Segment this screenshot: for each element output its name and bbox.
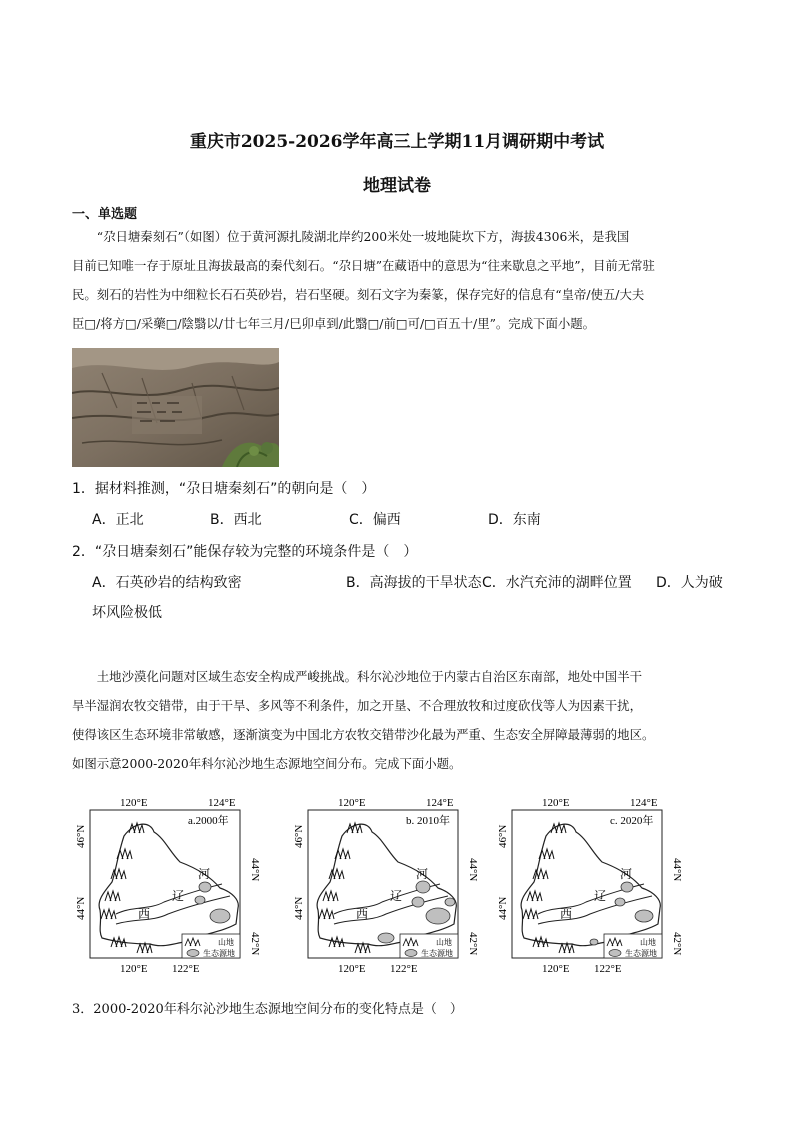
ecological-source-patch	[621, 882, 633, 892]
legend-source-label: 生态源地	[203, 949, 235, 958]
legend-mountain-label: 山地	[640, 938, 656, 947]
lon-label-top-right: 124°E	[426, 797, 454, 809]
ecological-source-patch	[590, 939, 598, 945]
lon-label-top-right: 124°E	[630, 797, 658, 809]
lat-label-left-bottom: 44°N	[75, 896, 87, 920]
passage-2	[72, 662, 724, 778]
page-title: 重庆市2025-2026学年高三上学期11月调研期中考试	[189, 132, 605, 152]
legend-source-label: 生态源地	[421, 949, 453, 958]
question-3-stem: 3．2000-2020年科尔沁沙地生态源地空间分布的变化特点是（ ）	[72, 1002, 463, 1017]
q2-option-c[interactable]: C．水汽充沛的湖畔位置	[482, 575, 632, 591]
q2-option-b[interactable]: B．高海拔的干旱状态	[346, 575, 482, 591]
mountain-symbol	[101, 909, 116, 919]
mountain-symbol	[523, 909, 538, 919]
river-name-char: 河	[416, 867, 429, 881]
legend-mountain-label: 山地	[218, 938, 234, 947]
lon-label-bottom-right: 122°E	[594, 963, 622, 975]
river-name-char: 河	[198, 867, 211, 881]
lon-label-bottom-right: 122°E	[390, 963, 418, 975]
lat-label-right-bottom: 42°N	[671, 932, 683, 956]
rock-inscription-photo	[72, 348, 279, 467]
ecological-source-patch	[412, 897, 424, 907]
lat-label-left-top: 46°N	[75, 824, 87, 848]
lon-label-top-left: 120°E	[542, 797, 570, 809]
mountain-symbol	[323, 891, 338, 901]
ecological-source-patch	[615, 898, 625, 906]
q2-option-a[interactable]: A．石英砂岩的结构致密	[92, 575, 242, 591]
page-subtitle: 地理试卷	[363, 176, 431, 196]
legend-source-icon	[405, 950, 417, 957]
river-name-char: 河	[620, 867, 633, 881]
lon-label-top-left: 120°E	[338, 797, 366, 809]
passage-2-line: 如图示意2000-2020年科尔沁沙地生态源地空间分布。完成下面小题。	[72, 756, 462, 771]
passage-1-line: 臣□/将方□/采藥□/陰翳以/廿七年三月/巳卯卓到/此翳□/前□可/□百五十/里”。完成下面小题。	[72, 316, 596, 331]
mountain-symbol	[527, 891, 542, 901]
ecological-source-patch	[199, 882, 211, 892]
q1-option-b[interactable]: B．西北	[210, 512, 262, 528]
q1-option-d[interactable]: D．东南	[488, 512, 541, 528]
lon-label-top-right: 124°E	[208, 797, 236, 809]
legend-source-icon	[609, 950, 621, 957]
map-panel-label: a.2000年	[188, 815, 229, 827]
river-name-char: 西	[560, 907, 573, 921]
legend-source-icon	[187, 950, 199, 957]
passage-2-line: 旱半湿润农牧交错带，由于干旱、多风等不利条件，加之开垦、不合理放牧和过度砍伐等人为因素干扰，	[72, 698, 642, 713]
q2-option-d[interactable]: D．人为破	[656, 575, 723, 591]
mountain-symbol	[355, 943, 370, 953]
section-heading: 一、单选题	[72, 207, 138, 222]
river-name-char: 西	[356, 907, 369, 921]
map-panel-label: c. 2020年	[610, 815, 654, 827]
passage-2-line: 土地沙漠化问题对区域生态安全构成严峻挑战。科尔沁沙地位于内蒙古自治区东南部，地处中国半干	[96, 669, 642, 684]
ecological-source-patch	[416, 881, 430, 893]
lat-label-left-bottom: 44°N	[293, 896, 305, 920]
legend-source-label: 生态源地	[625, 949, 657, 958]
passage-1-line: “尕日塘秦刻石”（如图）位于黄河源扎陵湖北岸约200米处一坡地陡坎下方，海拔4306米，是我国	[96, 229, 630, 244]
lat-label-left-bottom: 44°N	[497, 896, 509, 920]
mountain-symbol	[137, 943, 152, 953]
question-1-stem: 1．据材料推测，“尕日塘秦刻石”的朝向是（ ）	[72, 481, 376, 497]
question-2-stem: 2．“尕日塘秦刻石”能保存较为完整的环境条件是（ ）	[72, 544, 418, 560]
map-panel-2000	[72, 792, 262, 978]
legend-mountain-label: 山地	[436, 938, 452, 947]
lon-label-bottom-left: 120°E	[120, 963, 148, 975]
q1-option-c[interactable]: C．偏西	[349, 512, 401, 528]
q1-option-a[interactable]: A．正北	[92, 512, 144, 528]
ecological-source-patch	[445, 898, 455, 906]
river-name-char: 辽	[594, 889, 607, 903]
ecological-source-patch	[378, 933, 394, 943]
lon-label-bottom-left: 120°E	[338, 963, 366, 975]
mountain-symbol	[105, 891, 120, 901]
lat-label-right-top: 44°N	[467, 858, 479, 882]
lat-label-left-top: 46°N	[293, 824, 305, 848]
passage-1	[72, 222, 724, 338]
map-panel-2010	[290, 792, 480, 978]
lon-label-top-left: 120°E	[120, 797, 148, 809]
map-panel-label: b. 2010年	[406, 815, 450, 827]
mountain-symbol	[319, 909, 334, 919]
mountain-symbol	[559, 943, 574, 953]
lat-label-right-bottom: 42°N	[467, 932, 479, 956]
passage-2-line: 使得该区生态环境非常敏感，逐渐演变为中国北方农牧交错带沙化最为严重、生态安全屏障最薄弱的地区。	[72, 727, 655, 742]
passage-1-line: 民。刻石的岩性为中细粒长石石英砂岩，岩石坚硬。刻石文字为秦篆，保存完好的信息有“皇帝/使五/大夫	[72, 287, 645, 302]
lat-label-right-top: 44°N	[249, 858, 261, 882]
lat-label-right-top: 44°N	[671, 858, 683, 882]
ecological-source-patch	[635, 910, 653, 922]
map-panel-2020	[494, 792, 684, 978]
ecological-source-patch	[195, 896, 205, 904]
ecological-source-patch	[210, 909, 230, 923]
lon-label-bottom-left: 120°E	[542, 963, 570, 975]
q2-option-d-wrap: 坏风险极低	[92, 605, 162, 621]
river-name-char: 辽	[390, 889, 403, 903]
river-name-char: 西	[138, 907, 151, 921]
lat-label-left-top: 46°N	[497, 824, 509, 848]
passage-1-line: 目前已知唯一存于原址且海拔最高的秦代刻石。“尕日塘”在藏语中的意思为“往来歇息之平地”，目前无常驻	[72, 258, 655, 273]
lat-label-right-bottom: 42°N	[249, 932, 261, 956]
lon-label-bottom-right: 122°E	[172, 963, 200, 975]
ecological-source-patch	[426, 908, 450, 924]
river-name-char: 辽	[172, 889, 185, 903]
